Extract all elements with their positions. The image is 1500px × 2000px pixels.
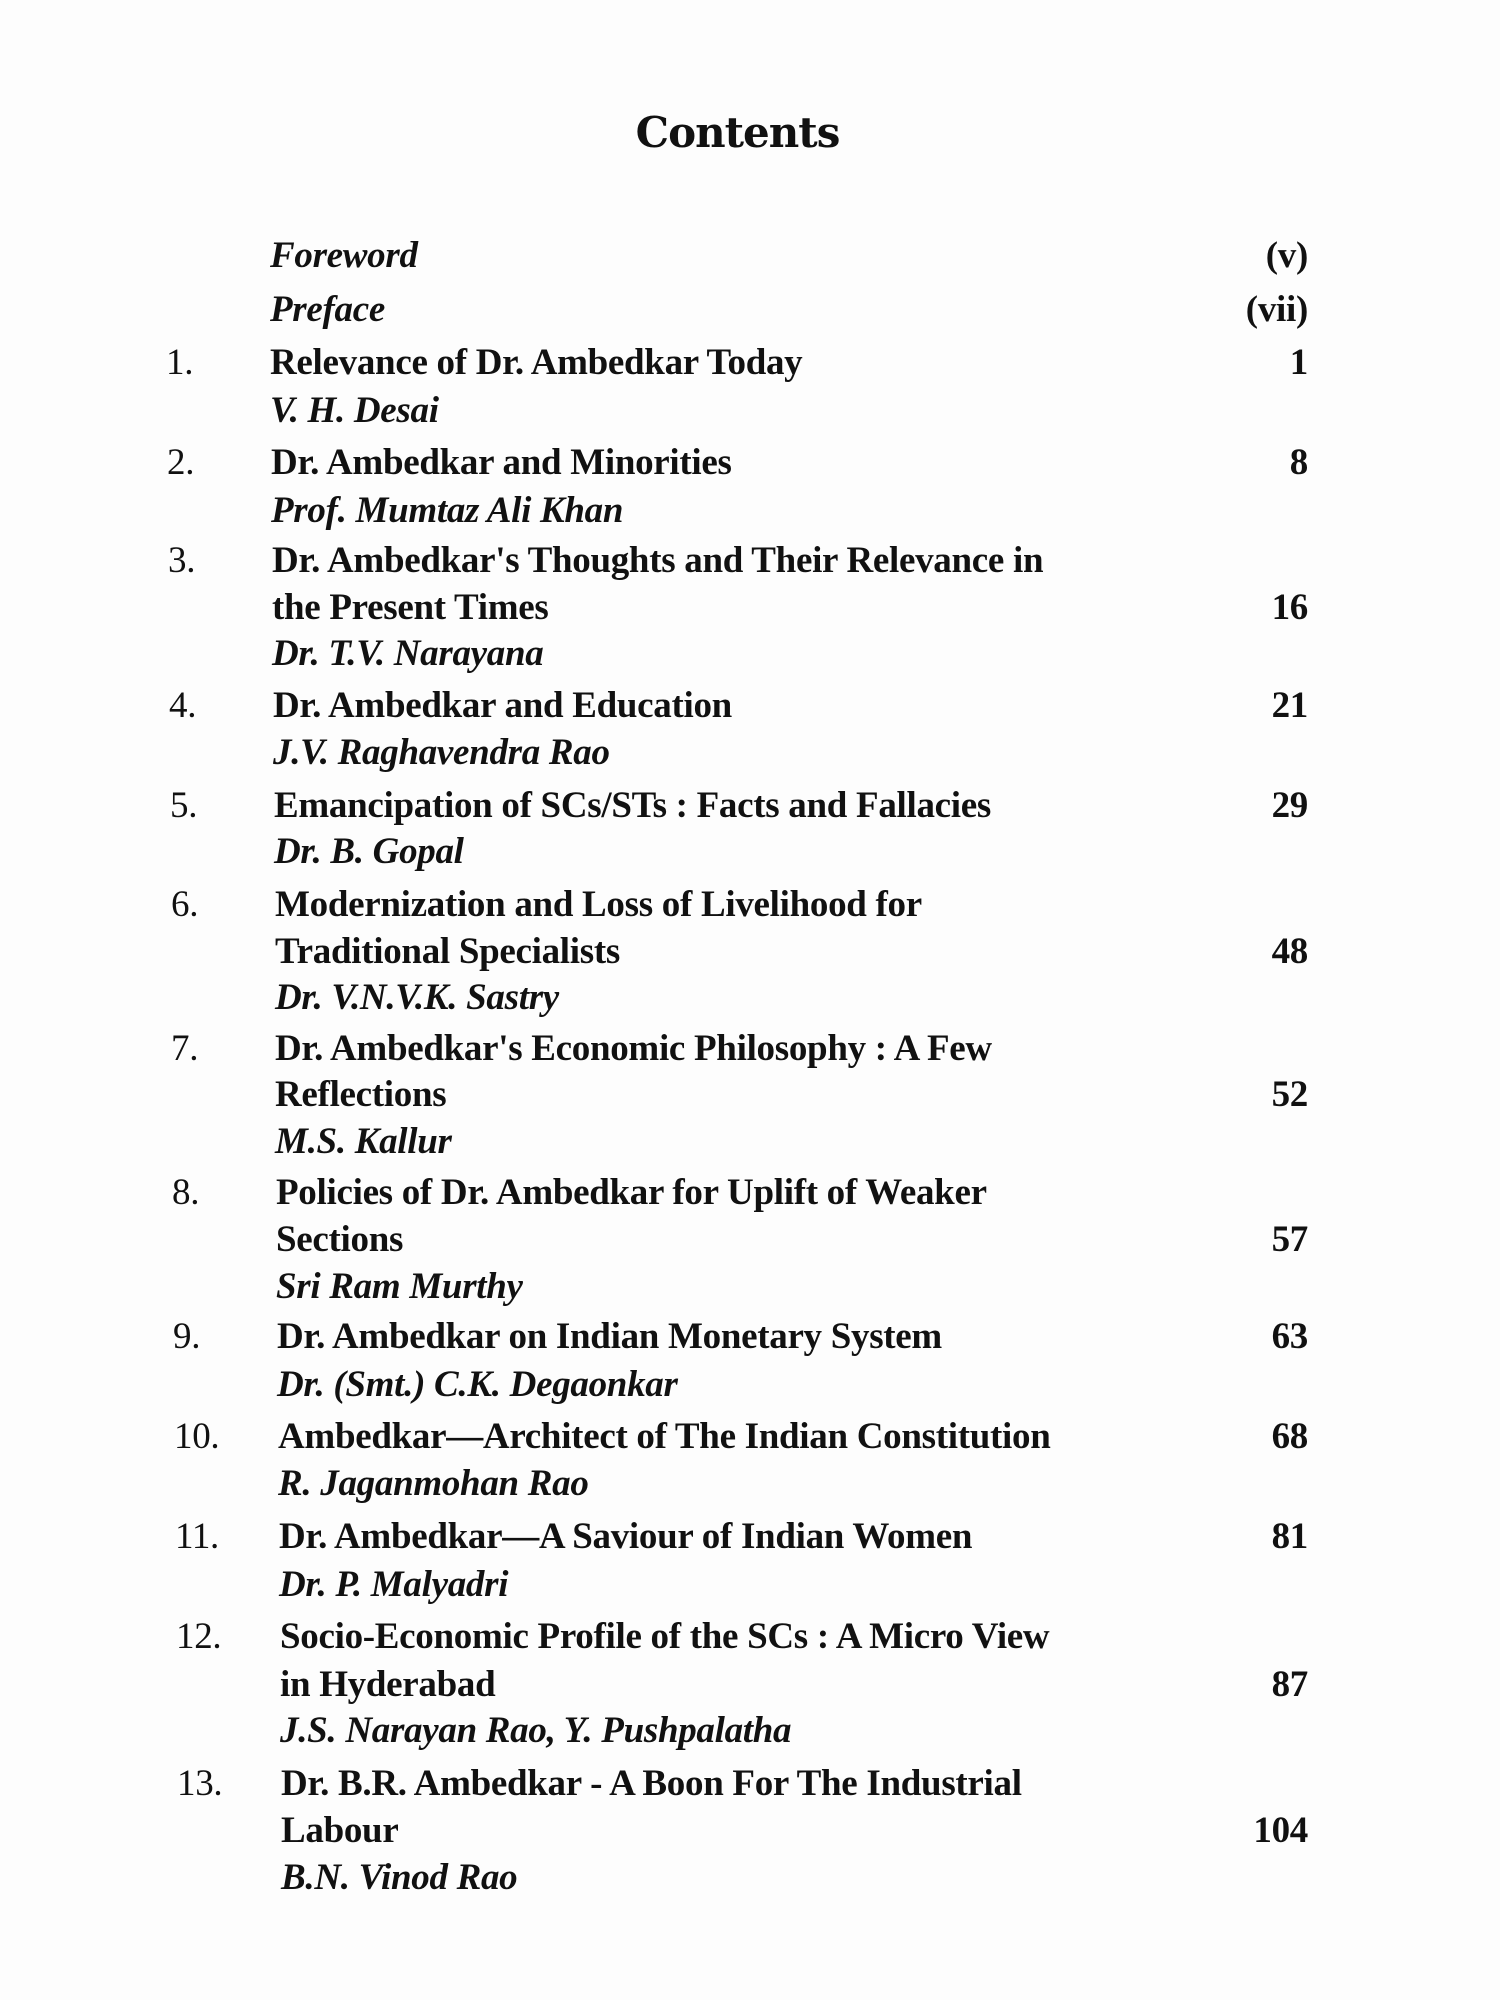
entry-number: 6.: [171, 884, 199, 925]
entry-title: the Present Times: [272, 587, 549, 628]
entry-page-number: 87: [1271, 1664, 1308, 1705]
entry-title: Sections: [276, 1219, 404, 1260]
entry-page-number: 104: [1253, 1810, 1308, 1851]
entry-number: 9.: [173, 1316, 201, 1357]
entry-title: Modernization and Loss of Livelihood for: [275, 884, 922, 925]
entry-title: Traditional Specialists: [275, 931, 620, 972]
entry-title: Dr. Ambedkar—A Saviour of Indian Women: [279, 1516, 973, 1557]
entry-number: 12.: [176, 1616, 222, 1657]
entry-author: R. Jaganmohan Rao: [278, 1463, 589, 1504]
entry-author: Dr. (Smt.) C.K. Degaonkar: [277, 1364, 678, 1405]
page-title: Contents: [635, 108, 840, 157]
entry-title: Dr. Ambedkar's Economic Philosophy : A Few: [275, 1028, 992, 1069]
entry-page-number: 52: [1271, 1074, 1308, 1115]
entry-page-number: 68: [1271, 1416, 1308, 1457]
entry-author: Dr. V.N.V.K. Sastry: [275, 977, 559, 1018]
entry-page-number: 48: [1271, 931, 1308, 972]
entry-title: Reflections: [275, 1074, 447, 1115]
entry-number: 5.: [170, 785, 198, 826]
entry-author: M.S. Kallur: [275, 1121, 452, 1162]
entry-number: 2.: [167, 442, 195, 483]
entry-title: in Hyderabad: [280, 1664, 496, 1705]
entry-title: Relevance of Dr. Ambedkar Today: [270, 342, 803, 383]
front-matter-page: (vii): [1245, 289, 1308, 330]
entry-title: Dr. Ambedkar on Indian Monetary System: [277, 1316, 942, 1357]
entry-page-number: 16: [1271, 587, 1308, 628]
front-matter-page: (v): [1265, 235, 1308, 276]
entry-title: Emancipation of SCs/STs : Facts and Fallacies: [274, 785, 991, 826]
entry-author: Dr. T.V. Narayana: [272, 633, 544, 674]
entry-title: Dr. Ambedkar and Minorities: [271, 442, 732, 483]
entry-number: 10.: [174, 1416, 220, 1457]
entry-page-number: 57: [1271, 1219, 1308, 1260]
entry-number: 13.: [177, 1763, 223, 1804]
entry-title: Dr. Ambedkar and Education: [273, 685, 732, 726]
entry-page-number: 81: [1271, 1516, 1308, 1557]
entry-number: 7.: [171, 1028, 199, 1069]
entry-page-number: 63: [1271, 1316, 1308, 1357]
entry-page-number: 21: [1271, 685, 1308, 726]
entry-author: Sri Ram Murthy: [276, 1266, 523, 1307]
front-matter-label: Foreword: [270, 235, 418, 276]
entry-title: Socio-Economic Profile of the SCs : A Micro View: [280, 1616, 1050, 1657]
entry-author: B.N. Vinod Rao: [281, 1857, 518, 1898]
front-matter-label: Preface: [270, 289, 385, 330]
entry-number: 1.: [166, 342, 194, 383]
entry-number: 3.: [168, 540, 196, 581]
entry-title: Dr. B.R. Ambedkar - A Boon For The Industrial: [281, 1763, 1022, 1804]
entry-author: V. H. Desai: [270, 390, 439, 431]
entry-author: Prof. Mumtaz Ali Khan: [271, 490, 624, 531]
entry-author: Dr. P. Malyadri: [279, 1564, 509, 1605]
entry-page-number: 29: [1271, 785, 1308, 826]
entry-title: Labour: [281, 1810, 399, 1851]
entry-author: J.V. Raghavendra Rao: [273, 732, 610, 773]
entry-number: 4.: [169, 685, 197, 726]
entry-author: J.S. Narayan Rao, Y. Pushpalatha: [280, 1710, 792, 1751]
entry-page-number: 8: [1289, 442, 1308, 483]
entry-title: Ambedkar—Architect of The Indian Constitution: [278, 1416, 1051, 1457]
entry-number: 11.: [175, 1516, 219, 1557]
entry-author: Dr. B. Gopal: [274, 831, 464, 872]
entry-title: Policies of Dr. Ambedkar for Uplift of Weaker: [276, 1172, 987, 1213]
entry-number: 8.: [172, 1172, 200, 1213]
entry-title: Dr. Ambedkar's Thoughts and Their Relevance in: [272, 540, 1044, 581]
entry-page-number: 1: [1289, 342, 1308, 383]
